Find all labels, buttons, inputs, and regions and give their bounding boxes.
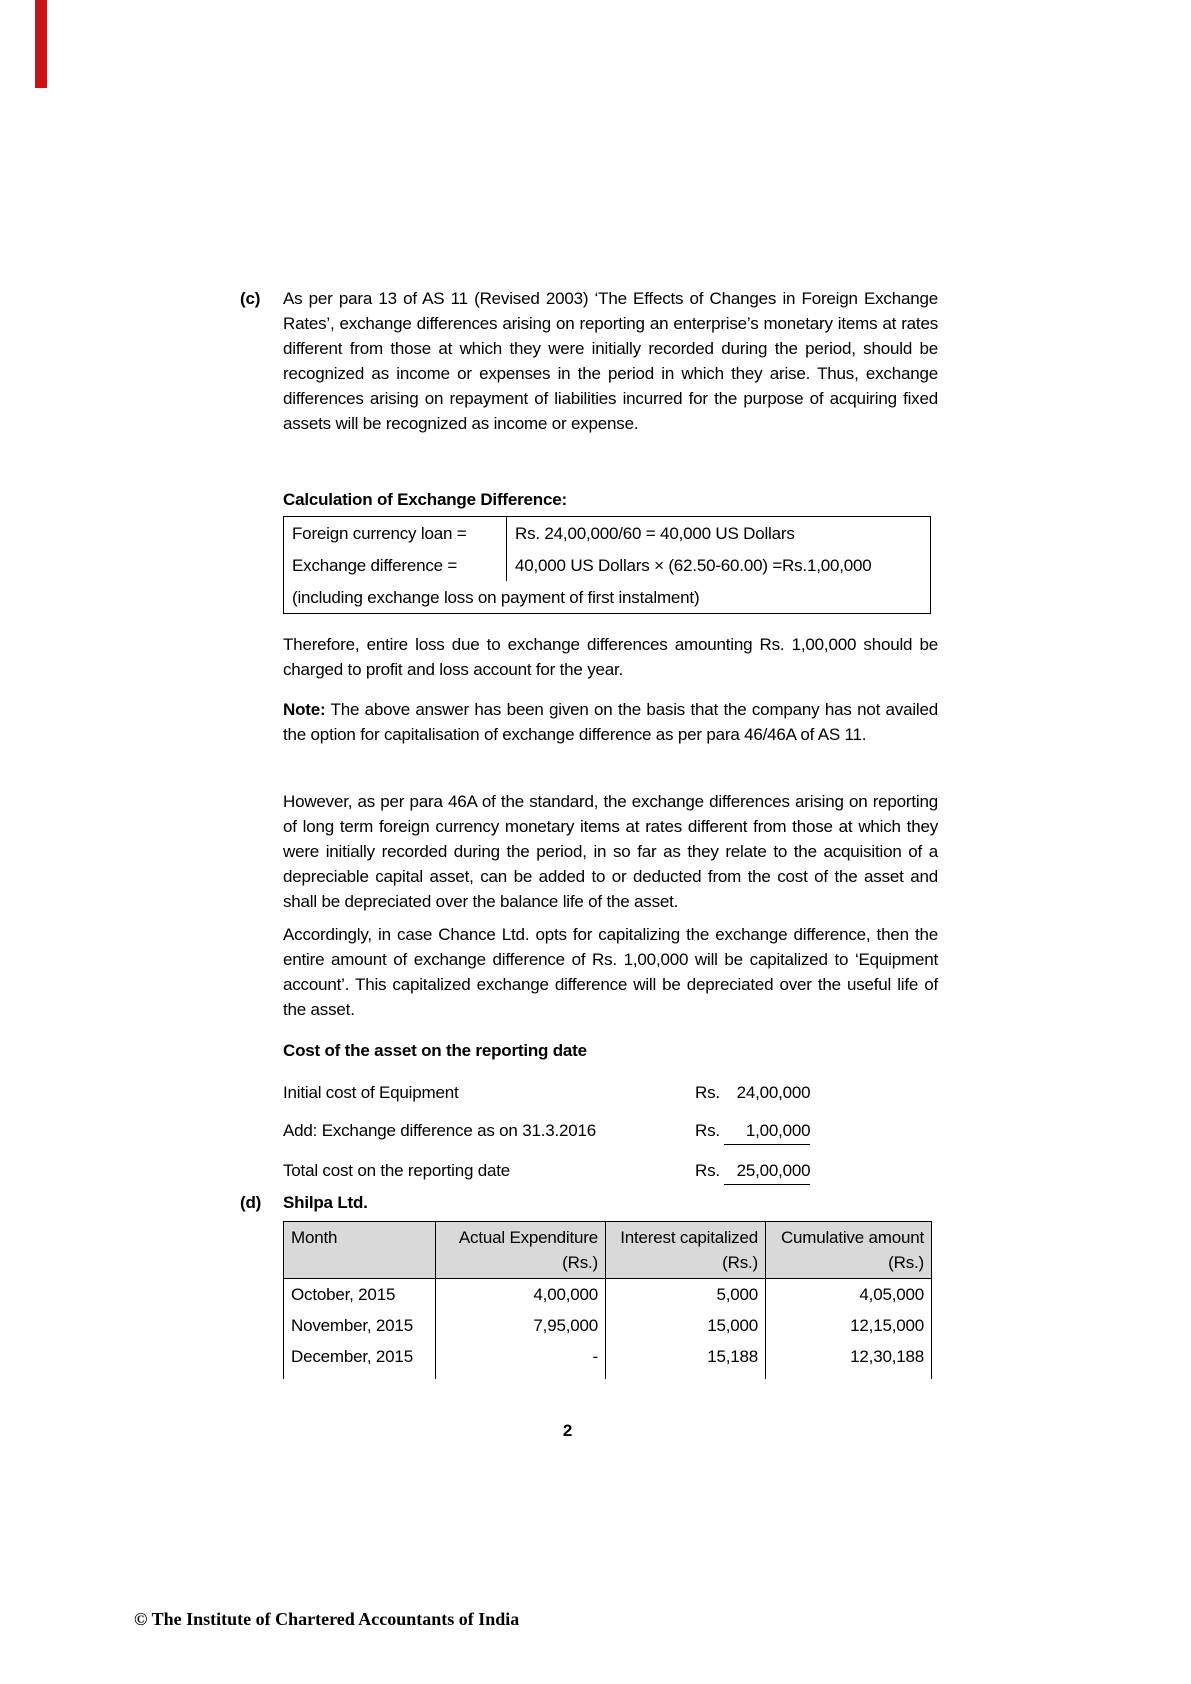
header-actual-expenditure <box>436 1222 606 1279</box>
header-month <box>284 1222 436 1279</box>
table-row <box>284 1341 932 1379</box>
calc-table <box>283 516 931 614</box>
cost-amount: 24,00,000 <box>736 1083 811 1102</box>
table-row <box>284 549 931 581</box>
cost-item-label: Add: Exchange difference as on 31.3.2016 <box>283 1121 597 1140</box>
paragraph-however-wrap <box>283 789 938 914</box>
cell-month: November, 2015 <box>284 1310 436 1341</box>
paragraph-accordingly-wrap <box>283 922 938 1022</box>
header-line2: (Rs.) <box>888 1253 924 1272</box>
section-d <box>240 1190 938 1215</box>
cost-item-total <box>283 1158 938 1185</box>
cost-heading: Cost of the asset on the reporting date <box>283 1041 587 1060</box>
cell-cumulative-amount: 12,15,000 <box>766 1310 932 1341</box>
header-line2: (Rs.) <box>562 1253 598 1272</box>
calc-row1-value: Rs. 24,00,000/60 = 40,000 US Dollars <box>515 523 795 543</box>
header-line1: Cumulative amount <box>780 1228 924 1247</box>
cell-actual-expenditure: - <box>436 1341 606 1379</box>
note-label: Note: <box>283 700 326 719</box>
calc-table-wrap <box>283 516 938 614</box>
cost-items <box>283 1080 938 1198</box>
red-edge-marker <box>35 0 47 88</box>
calc-row1-label: Foreign currency loan = <box>284 517 507 550</box>
paragraph-therefore-wrap <box>283 632 938 682</box>
paragraph-however: However, as per para 46A of the standard, the exchange differences arising on reporting of long term foreign currency monetary items at rates different from those at which they were initially recorded during the period, in so far as they relate to the acquisition of a depreciable capital asset, can be added to or deducted from the cost of the asset and shall be depreciated over the balance life of the asset. <box>283 792 938 911</box>
paragraph-accordingly: Accordingly, in case Chance Ltd. opts for capitalizing the exchange difference, then the entire amount of exchange difference of Rs. 1,00,000 will be capitalized to ‘Equipment account’. This capitalized exchange difference will be depreciated over the useful life of the asset. <box>283 925 938 1019</box>
header-line1: Interest capitalized <box>620 1228 758 1247</box>
calc-row2-value: 40,000 US Dollars × (62.50-60.00) =Rs.1,00,000 <box>515 555 872 575</box>
header-cumulative-amount <box>766 1222 932 1279</box>
section-c <box>240 286 938 436</box>
paragraph-as11-intro: As per para 13 of AS 11 (Revised 2003) ‘The Effects of Changes in Foreign Exchange Rates’, exchange differences arising on reporting an enterprise’s monetary items at rates different from those at which they were initially recorded during the period, should be recognized as income or expenses in the period in which they arise. Thus, exchange differences arising on repayment of liabilities incurred for the purpose of acquiring fixed assets will be recognized as income or expense. <box>283 289 938 433</box>
copyright-footer: © The Institute of Chartered Accountants of India <box>134 1609 520 1629</box>
cell-interest-capitalized: 5,000 <box>606 1279 766 1311</box>
note-text: The above answer has been given on the basis that the company has not availed the option for capitalisation of exchange difference as per para 46/46A of AS 11. <box>283 700 938 744</box>
cost-item-label: Initial cost of Equipment <box>283 1083 459 1102</box>
page-number: 2 <box>562 1421 573 1440</box>
cost-item-initial <box>283 1080 938 1105</box>
header-line1: Month <box>291 1228 338 1247</box>
cell-month: October, 2015 <box>284 1279 436 1311</box>
table-row <box>284 581 931 614</box>
cost-item-add-exchange <box>283 1118 938 1145</box>
shilpa-table <box>283 1221 932 1379</box>
cost-amount-underlined: 1,00,000 <box>724 1118 810 1145</box>
paragraph-therefore: Therefore, entire loss due to exchange differences amounting Rs. 1,00,000 should be charged to profit and loss account for the year. <box>283 635 938 679</box>
table-row <box>284 517 931 550</box>
currency-label: Rs. <box>695 1161 725 1180</box>
paragraph-note-wrap <box>283 697 938 747</box>
shilpa-table-wrap <box>283 1221 938 1379</box>
cost-item-label: Total cost on the reporting date <box>283 1161 511 1180</box>
cell-month: December, 2015 <box>284 1341 436 1379</box>
table-row <box>284 1310 932 1341</box>
cost-amount-underlined: 25,00,000 <box>724 1158 810 1185</box>
cell-actual-expenditure: 7,95,000 <box>436 1310 606 1341</box>
table-row <box>284 1279 932 1311</box>
cell-actual-expenditure: 4,00,000 <box>436 1279 606 1311</box>
section-c-label: (c) <box>240 289 261 308</box>
cell-cumulative-amount: 12,30,188 <box>766 1341 932 1379</box>
header-line1: Actual Expenditure <box>458 1228 598 1247</box>
paragraph-note <box>283 697 938 747</box>
table-header-row <box>284 1222 932 1279</box>
header-line2: (Rs.) <box>722 1253 758 1272</box>
calc-row2-label: Exchange difference = <box>284 549 507 581</box>
calc-note-row: (including exchange loss on payment of first instalment) <box>292 587 700 607</box>
section-d-label: (d) <box>240 1193 262 1212</box>
cell-interest-capitalized: 15,188 <box>606 1341 766 1379</box>
cell-cumulative-amount: 4,05,000 <box>766 1279 932 1311</box>
currency-label: Rs. <box>695 1083 725 1102</box>
header-interest-capitalized <box>606 1222 766 1279</box>
currency-label: Rs. <box>695 1121 725 1140</box>
cell-interest-capitalized: 15,000 <box>606 1310 766 1341</box>
section-d-title: Shilpa Ltd. <box>283 1193 368 1212</box>
calc-heading: Calculation of Exchange Difference: <box>283 490 567 509</box>
